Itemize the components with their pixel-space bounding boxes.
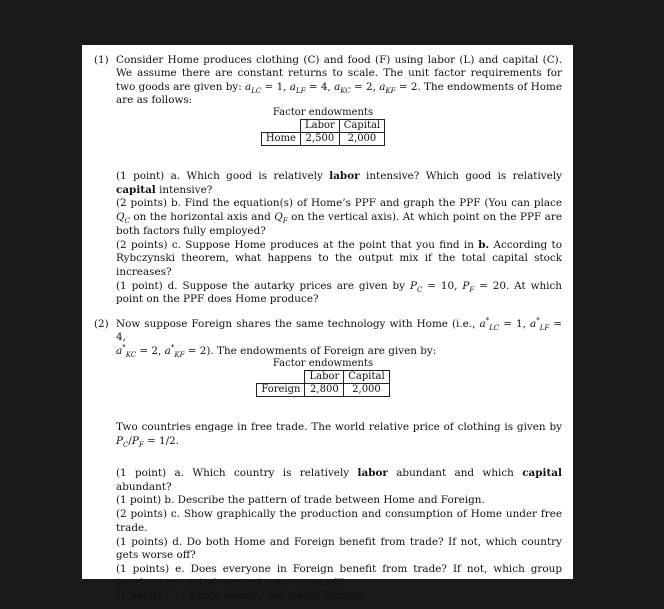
question-1-intro: Consider Home produces clothing (C) and food (F) using labor (L) and capital (C). We assume there are constant returns to scale. The unit factor requirements for two goods are given by: $a_{LC} = 1$, $a_{LF} = 4$, $a_{KC} = 2$, $a_{KF} = 2$. The endowments of Home are as follows: [116, 54, 563, 107]
question-1-parts [94, 170, 562, 307]
table-cell: 2,800 [305, 384, 344, 397]
table-caption: Factor endowments [272, 107, 374, 118]
question-2-parts [94, 467, 562, 604]
q1-part-b: (2 points) b. Find the equation(s) of Home’s PPF and graph the PPF (You can place $Q_C$ on the horizontal axis and $Q_F$ on the vertical axis). At which point on the PPF are both factors fully employed? [116, 197, 562, 237]
q1-part-c: (2 points) c. Suppose Home produces at the point that you find in b. According to Rybczynski theorem, what happens to the output mix if the total capital stock increases? [116, 238, 562, 278]
q2-part-c: (2 points) c. Show graphically the production and consumption of Home under free trade. [116, 508, 562, 534]
question-1-number: (1) [94, 54, 109, 66]
q1-part-a: (1 point) a. Which good is relatively labor intensive? Which good is relatively capital intensive? [116, 170, 562, 196]
q1-part-d: (1 point) d. Suppose the autarky prices are given by $P_C = 10$, $P_F = 20$. At which point on the PPF does Home produce? [116, 279, 562, 306]
column-header: Capital [339, 120, 384, 133]
column-header: Capital [344, 371, 389, 384]
q2-part-f: (1 point) f. In which country are wages higher? [116, 590, 365, 603]
column-header: Labor [300, 120, 339, 133]
question-2-intro: Now suppose Foreign shares the same technology with Home (i.e., $a^*_{LC} = 1$, $a^*_{LF} = 4$, $a^*_{KC} = 2$, $a^*_{KF} = 2$). The endowments of Foreign are given by: [116, 316, 562, 359]
question-1 [94, 54, 562, 108]
question-2 [94, 318, 562, 358]
document-page [82, 45, 573, 603]
table-cell: 2,000 [339, 133, 384, 146]
q2-part-d: (1 points) d. Do both Home and Foreign benefit from trade? If not, which country gets worse off? [116, 535, 562, 562]
foreign-endowment-table [254, 358, 392, 397]
q2-part-e: (1 points) e. Does everyone in Foreign benefit from trade? If not, which group (workers or capital owners) gets worse off? [116, 562, 562, 589]
table-caption: Factor endowments [272, 358, 374, 369]
q2-part-b: (1 point) b. Describe the pattern of trade between Home and Foreign. [116, 494, 485, 507]
question-2-number: (2) [94, 318, 109, 330]
table-cell: 2,500 [300, 133, 339, 146]
column-header: Labor [305, 371, 344, 384]
row-label: Home [261, 133, 300, 146]
q2-part-a: (1 point) a. Which country is relatively labor abundant and which capital abundant? [116, 467, 562, 493]
table-cell: 2,000 [344, 384, 389, 397]
home-endowment-table [259, 107, 387, 146]
row-label: Foreign [257, 384, 305, 397]
free-trade-statement: Two countries engage in free trade. The world relative price of clothing is given by $P_C/P_F = 1/2$. [116, 421, 562, 449]
